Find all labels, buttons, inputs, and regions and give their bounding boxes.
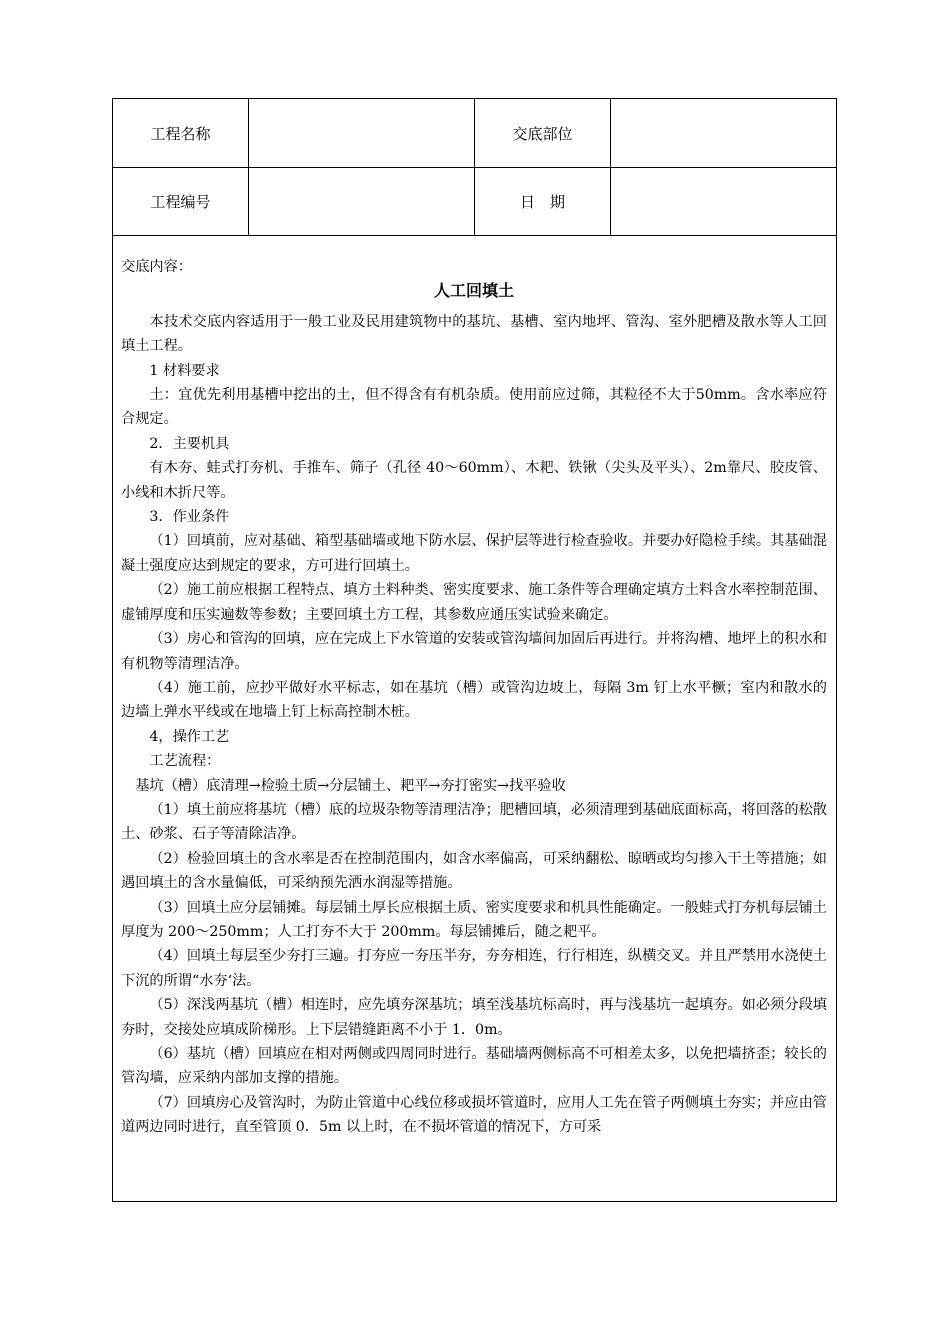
handover-part-label: 交底部位 (475, 99, 611, 167)
section-heading-conditions: 3．作业条件 (149, 509, 230, 526)
process-flow: 基坑（槽）底清理→检验土质→分层铺土、耙平→夯打密实→找平验收 (135, 777, 566, 794)
process-step: （4）回填土每层至少夯打三遍。打夯应一夯压半夯，夯夯相连，行行相连，纵横交叉。并且严禁用水浇使土下沉的所谓“水夯‘法。 (121, 948, 827, 989)
process-step: （1）填土前应将基坑（槽）底的垃圾杂物等清理洁净；肥槽回填，必须清理到基础底面标高，将回落的松散土、砂浆、石子等清除洁净。 (121, 801, 827, 843)
materials-paragraph: 土：宜优先利用基槽中挖出的土，但不得含有有机杂质。使用前应过筛，其粒径不大于50mm。含水率应符合规定。 (121, 387, 827, 428)
process-step: （6）基坑（槽）回填应在相对两侧或四周同时进行。基础墙两侧标高不可相差太多，以免把墙挤歪；较长的管沟墙，应采纳内部加支撑的措施。 (121, 1046, 827, 1087)
project-number-field[interactable] (249, 167, 475, 235)
header-row-1 (113, 99, 836, 168)
technical-handover-form (112, 98, 837, 1202)
project-number-label: 工程编号 (113, 167, 249, 235)
condition-item: （1）回填前，应对基础、箱型基础墙或地下防水层、保护层等进行检查验收。并要办好隐检手续。其基础混凝土强度应达到规定的要求，方可进行回填土。 (121, 533, 827, 574)
process-step: （5）深浅两基坑（槽）相连时，应先填夯深基坑；填至浅基坑标高时，再与浅基坑一起填夯。如必须分段填夯时，交接处应填成阶梯形。上下层错缝距离不小于 1．0m。 (121, 997, 827, 1038)
process-flow-label: 工艺流程： (149, 753, 221, 770)
condition-item: （4）施工前，应抄平做好水平标志，如在基坑（槽）或管沟边坡上，每隔 3m 钉上水平橛；室内和散水的边墙上弹水平线或在地墙上钉上标高控制木桩。 (121, 679, 827, 721)
date-label: 日 期 (475, 167, 611, 235)
handover-part-field[interactable] (611, 99, 836, 167)
content-label: 交底内容： (121, 259, 192, 275)
project-name-field[interactable] (249, 99, 475, 167)
tools-paragraph: 有木夯、蛙式打夯机、手推车、筛子（孔径 40～60mm）、木耙、铁锹（尖头及平头）、2m靠尺、胶皮管、小线和木折尺等。 (121, 460, 827, 501)
project-name-label: 工程名称 (113, 99, 249, 167)
handover-content (121, 255, 827, 1140)
process-step: （2）检验回填土的含水率是否在控制范围内，如含水率偏高，可采纳翻松、晾晒或均匀掺入干土等措施；如遇回填土的含水量偏低，可采纳预先洒水润湿等措施。 (121, 850, 827, 892)
intro-paragraph: 本技术交底内容适用于一般工业及民用建筑物中的基坑、基槽、室内地坪、管沟、室外肥槽及散水等人工回填土工程。 (121, 313, 827, 355)
date-field[interactable] (611, 167, 836, 235)
process-step: （3）回填土应分层铺摊。每层铺土厚长应根据土质、密实度要求和机具性能确定。一般蛙式打夯机每层铺土厚度为 200～250mm；人工打夯不大于 200mm。每层铺摊后，随之耙平。 (121, 899, 827, 940)
content-title: 人工回填土 (433, 281, 514, 301)
section-heading-materials: 1 材料要求 (149, 362, 220, 379)
condition-item: （3）房心和管沟的回填，应在完成上下水管道的安装或管沟墙间加固后再进行。并将沟槽、地坪上的积水和有机物等清理洁净。 (121, 631, 827, 672)
process-step: （7）回填房心及管沟时，为防止管道中心线位移或损坏管道时，应用人工先在管子两侧填土夯实；并应由管道两边同时进行，直至管顶 0．5m 以上时，在不损坏管道的情况下，方可采 (121, 1094, 827, 1136)
section-heading-process: 4，操作工艺 (149, 728, 230, 745)
header-row-2 (113, 167, 836, 236)
section-heading-tools: 2．主要机具 (149, 435, 230, 452)
condition-item: （2）施工前应根据工程特点、填方土料种类、密实度要求、施工条件等合理确定填方土料含水率控制范围、虚铺厚度和压实遍数等参数；主要回填土方工程，其参数应通压实试验来确定。 (121, 582, 827, 623)
